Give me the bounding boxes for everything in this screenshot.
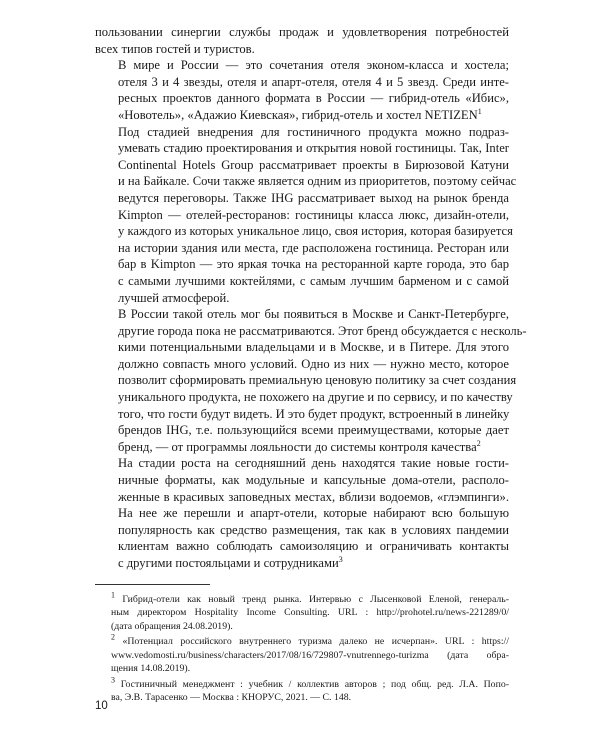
paragraph-3 bbox=[95, 124, 517, 307]
text-line: клиентам важно соблюдать самоизоляцию и ограничивать контакты bbox=[118, 539, 509, 554]
text-line bbox=[95, 590, 510, 607]
page-body bbox=[95, 24, 527, 707]
text-fragment: с другими постояльцами и сотрудниками bbox=[118, 556, 339, 570]
paragraph-5 bbox=[95, 455, 509, 571]
text-line: позволит сформировать премиальную ценовую политику за счет создания bbox=[118, 373, 517, 388]
text-line: умевать стадию проектирования и открытия новой гостиницы. Так, Inter bbox=[118, 141, 509, 156]
text-line: На стадии роста на сегодняшний день находятся такие новые гости- bbox=[118, 456, 509, 471]
text-line: другие города пока не рассматриваются. Этот бренд обсуждается с несколь- bbox=[118, 323, 527, 338]
footnote-3 bbox=[95, 675, 509, 705]
text-line: ресных проектов данного формата в России — гибрид-отель «Ибис», bbox=[118, 91, 509, 106]
text-line: Kimpton — отелей-ресторанов: гостиницы класса люкс, дизайн-отели, bbox=[118, 207, 509, 222]
text-line: популярность как средство размещения, так как в условиях пандемии bbox=[118, 522, 509, 537]
text-line: и на Байкале. Сочи также является одним из приоритетов, поэтому сейчас bbox=[118, 174, 517, 189]
text-line: Под стадией внедрения для гостиничного продукта можно подраз- bbox=[118, 124, 509, 139]
text-line: В России такой отель мог бы появиться в Москве и Санкт-Петербурге, bbox=[118, 307, 509, 322]
text-line: (дата обращения 24.08.2019). bbox=[111, 620, 233, 632]
footnote-1 bbox=[95, 590, 510, 634]
page-number: 10 bbox=[95, 700, 108, 712]
text-line: ведутся переговоры. Также IHG рассматривает выход на рынок бренда bbox=[118, 190, 509, 205]
text-line: того, что гости будут видеть. И это будет продукт, встроенный в линейку bbox=[118, 406, 510, 421]
text-line: уникального продукта, не похожего на другие и по сервису, и по качеству bbox=[118, 390, 513, 405]
text-line: у каждого из которых уникальное лицо, своя история, которая базируется bbox=[118, 224, 513, 239]
text-line: отеля 3 и 4 звезды, отеля и апарт-отеля, отеля 4 и 5 звезд. Среди инте- bbox=[118, 74, 509, 89]
text-line: щения 14.08.2019). bbox=[111, 663, 191, 675]
footnote-ref-2[interactable]: 2 bbox=[476, 438, 481, 448]
text-line: В мире и России — это сочетания отеля эконом-класса и хостела; bbox=[118, 58, 509, 73]
text-line: ва, Э.В. Тарасенко — Москва : КНОРУС, 2021. — С. 148. bbox=[111, 692, 352, 704]
text-line: www.vedomosti.ru/business/characters/2017/08/16/729807-vnutrennego-turizma (дата обра- bbox=[111, 649, 509, 661]
text-line: ничные форматы, как модульные и капсульные дома-отели, располо- bbox=[118, 473, 509, 488]
text-line bbox=[95, 439, 509, 456]
text-line: кими потенциальными владельцами и в Москве, и в Питере. Для этого bbox=[118, 340, 509, 355]
footnote-number: 3 bbox=[111, 675, 115, 685]
paragraph-1 bbox=[95, 24, 509, 57]
paragraph-4 bbox=[95, 306, 527, 455]
footnote-number: 2 bbox=[111, 632, 115, 642]
text-line: женные в красивых заповедных местах, вблизи водоемов, «глэмпинги». bbox=[118, 489, 509, 504]
text-line bbox=[95, 107, 509, 124]
text-fragment: Гибрид-отели как новый тренд рынка. Интервью с Лысенковой Еленой, генераль- bbox=[122, 593, 510, 605]
text-line: На нее же перешли и апарт-отели, которые набирают всю большую bbox=[118, 506, 509, 521]
footnote-2 bbox=[95, 632, 509, 676]
text-fragment: бренд, — от программы лояльности до системы контроля качества bbox=[118, 439, 477, 454]
text-fragment: «Новотель», «Адажио Киевская», гибрид-отель и хостел NETIZEN bbox=[118, 107, 478, 122]
paragraph-2 bbox=[95, 57, 509, 123]
footnote-ref-1[interactable]: 1 bbox=[477, 106, 482, 116]
text-line bbox=[95, 675, 509, 692]
text-line: должно совпасть много условий. Одно из них — нужно место, которое bbox=[118, 356, 509, 371]
footnote-number: 1 bbox=[111, 590, 115, 600]
text-line: с самыми лучшими коктейлями, с самым лучшим барменом и с самой bbox=[118, 273, 509, 288]
footnote-divider bbox=[95, 584, 210, 585]
text-line: лучшей атмосферой. bbox=[118, 290, 230, 305]
text-fragment: Гостиничный менеджмент : учебник / коллектив авторов ; под общ. ред. Л.А. Попо- bbox=[120, 678, 509, 690]
text-line: на истории здания или места, где расположена гостиница. Ресторан или bbox=[118, 240, 509, 255]
text-line: всех типов гостей и туристов. bbox=[95, 41, 255, 56]
footnote-ref-3[interactable]: 3 bbox=[338, 554, 343, 564]
text-line: ным директором Hospitality Income Consulting. URL : http://prohotel.ru/news-221289/0/ bbox=[111, 607, 509, 619]
text-line: брендов IHG, т.е. пользующийся всеми преимуществами, которые дает bbox=[118, 423, 509, 438]
text-line bbox=[95, 555, 509, 572]
text-fragment: «Потенциал российского внутреннего туризма далеко не исчерпан». URL : https:// bbox=[122, 636, 509, 648]
text-line bbox=[95, 632, 509, 649]
text-line: бар в Kimpton — это яркая точка на ресторанной карте города, это бар bbox=[118, 257, 509, 272]
text-line: пользовании синергии службы продаж и удовлетворения потребностей bbox=[95, 25, 509, 39]
text-line: Continental Hotels Group рассматривает проекты в Бирюзовой Катуни bbox=[118, 157, 509, 172]
